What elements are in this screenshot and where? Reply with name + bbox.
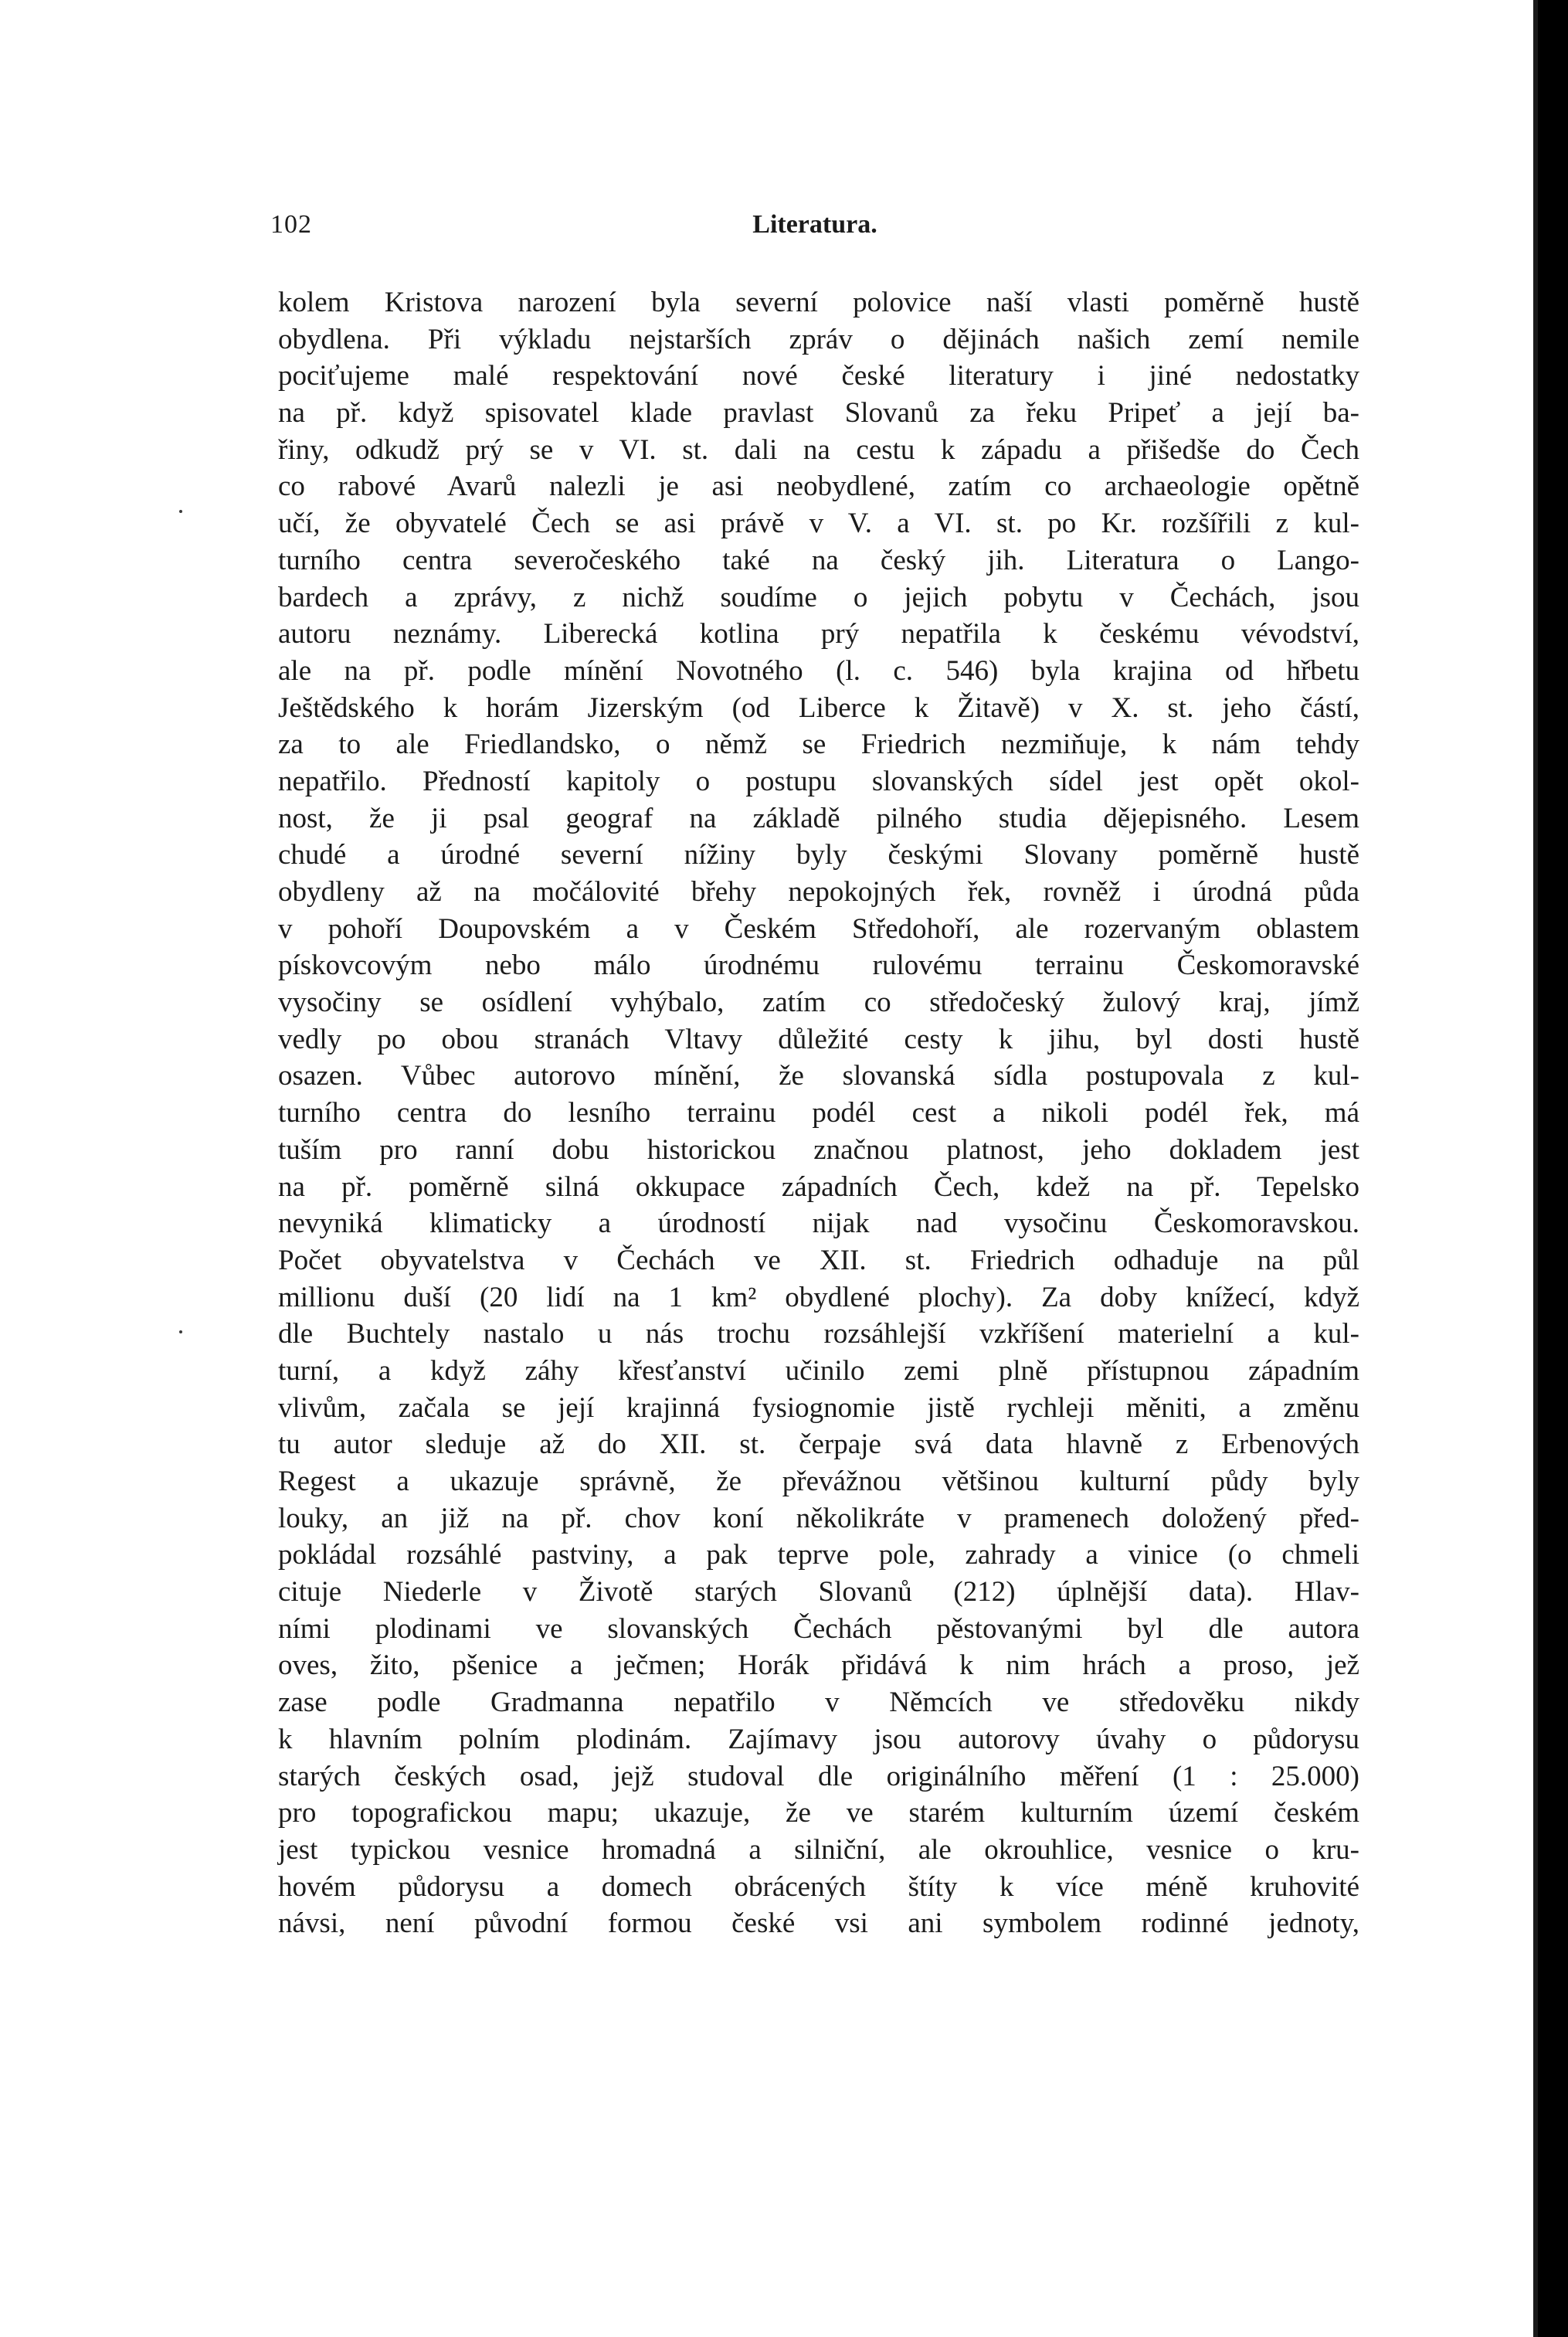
text-line: obydleny až na močálovité břehy nepokojných řek, rovněž i úrodná půda bbox=[278, 876, 1359, 908]
text-line: učí, že obyvatelé Čech se asi právě v V. a VI. st. po Kr. rozšířili z kul- bbox=[278, 508, 1359, 540]
text-line: kolem Kristova narození byla severní polovice naší vlasti poměrně hustě bbox=[278, 287, 1359, 318]
text-line: starých českých osad, jejž studoval dle originálního měření (1 : 25.000) bbox=[278, 1760, 1359, 1792]
margin-mark bbox=[179, 1330, 182, 1333]
text-line: pokládal rozsáhlé pastviny, a pak teprve pole, zahrady a vinice (o chmeli bbox=[278, 1539, 1359, 1571]
text-line: dle Buchtely nastalo u nás trochu rozsáhlejší vzkříšení materielní a kul- bbox=[278, 1318, 1359, 1350]
text-line: k hlavním polním plodinám. Zajímavy jsou autorovy úvahy o půdorysu bbox=[278, 1723, 1359, 1755]
text-line: turního centra do lesního terrainu podél cest a nikoli podél řek, má bbox=[278, 1097, 1359, 1129]
page-number: 102 bbox=[270, 210, 312, 239]
page-header bbox=[270, 210, 1359, 256]
text-line: obydlena. Při výkladu nejstarších zpráv o dějinách našich zemí nemile bbox=[278, 323, 1359, 355]
text-line: Regest a ukazuje správně, že převážnou většinou kulturní půdy byly bbox=[278, 1466, 1359, 1497]
text-line: turního centra severočeského také na český jih. Literatura o Lango- bbox=[278, 544, 1359, 576]
text-line: bardech a zprávy, z nichž soudíme o jejich pobytu v Čechách, jsou bbox=[278, 581, 1359, 613]
text-line: cituje Niederle v Životě starých Slovanů (212) úplnější data). Hlav- bbox=[278, 1576, 1359, 1608]
text-line: pro topografickou mapu; ukazuje, že ve starém kulturním území českém bbox=[278, 1797, 1359, 1829]
text-line: na př. když spisovatel klade pravlast Slovanů za řeku Pripeť a její ba- bbox=[278, 397, 1359, 430]
text-line: nevyniká klimaticky a úrodností nijak nad vysočinu Českomoravskou. bbox=[278, 1208, 1359, 1240]
text-line: řiny, odkudž prý se v VI. st. dali na cestu k západu a přišedše do Čech bbox=[278, 433, 1359, 466]
text-line: autoru neznámy. Liberecká kotlina prý nepatřila k českému vévodství, bbox=[278, 618, 1359, 650]
running-title: Literatura. bbox=[752, 210, 877, 239]
text-line: návsi, není původní formou české vsi ani symbolem rodinné jednoty, bbox=[278, 1907, 1359, 1940]
text-line: jest typickou vesnice hromadná a silniční, ale okrouhlice, vesnice o kru- bbox=[278, 1833, 1359, 1866]
text-line: vysočiny se osídlení vyhýbalo, zatím co středočeský žulový kraj, jímž bbox=[278, 987, 1359, 1019]
text-line: millionu duší (20 lidí na 1 km² obydlené plochy). Za doby knížecí, když bbox=[278, 1281, 1359, 1313]
text-line: v pohoří Doupovském a v Českém Středohoří, ale rozervaným oblastem bbox=[278, 912, 1359, 945]
text-line: pociťujeme malé respektování nové české literatury i jiné nedostatky bbox=[278, 360, 1359, 392]
text-line: chudé a úrodné severní nížiny byly českými Slovany poměrně hustě bbox=[278, 839, 1359, 871]
text-line: na př. poměrně silná okkupace západních Čech, kdež na př. Tepelsko bbox=[278, 1170, 1359, 1203]
text-line: Ještědského k horám Jizerským (od Liberce k Žitavě) v X. st. jeho částí, bbox=[278, 691, 1359, 724]
page-edge bbox=[1533, 0, 1538, 2337]
text-line: vlivům, začala se její krajinná fysiognomie jistě rychleji měniti, a změnu bbox=[278, 1391, 1359, 1424]
text-line: Počet obyvatelstva v Čechách ve XII. st. Friedrich odhaduje na půl bbox=[278, 1244, 1359, 1276]
text-line: vedly po obou stranách Vltavy důležité cesty k jihu, byl dosti hustě bbox=[278, 1023, 1359, 1055]
text-line: louky, an již na př. chov koní několikráte v pramenech doložený před- bbox=[278, 1502, 1359, 1534]
text-line: za to ale Friedlandsko, o němž se Friedrich nezmiňuje, k nám tehdy bbox=[278, 729, 1359, 761]
text-line: nepatřilo. Předností kapitoly o postupu slovanských sídel jest opět okol- bbox=[278, 765, 1359, 797]
text-line: turní, a když záhy křesťanství učinilo zemi plně přístupnou západním bbox=[278, 1354, 1359, 1387]
text-line: zase podle Gradmanna nepatřilo v Němcích ve středověku nikdy bbox=[278, 1687, 1359, 1719]
text-line: tu autor sleduje až do XII. st. čerpaje svá data hlavně z Erbenových bbox=[278, 1428, 1359, 1461]
text-line: hovém půdorysu a domech obrácených štíty k více méně kruhovité bbox=[278, 1870, 1359, 1903]
text-line: oves, žito, pšenice a ječmen; Horák přidává k nim hrách a proso, jež bbox=[278, 1649, 1359, 1682]
text-line: co rabové Avarů nalezli je asi neobydlené, zatím co archaeologie opětně bbox=[278, 470, 1359, 503]
margin-mark bbox=[179, 510, 182, 513]
text-line: osazen. Vůbec autorovo mínění, že slovanská sídla postupovala z kul- bbox=[278, 1060, 1359, 1092]
text-line: nost, že ji psal geograf na základě pilného studia dějepisného. Lesem bbox=[278, 802, 1359, 834]
text-line: ními plodinami ve slovanských Čechách pěstovanými byl dle autora bbox=[278, 1612, 1359, 1645]
body-text bbox=[278, 284, 1359, 1942]
text-line: ale na př. podle mínění Novotného (l. c. 546) byla krajina od hřbetu bbox=[278, 654, 1359, 687]
text-line: pískovcovým nebo málo úrodnému rulovému terrainu Českomoravské bbox=[278, 949, 1359, 982]
text-line: tuším pro ranní dobu historickou značnou platnost, jeho dokladem jest bbox=[278, 1133, 1359, 1166]
